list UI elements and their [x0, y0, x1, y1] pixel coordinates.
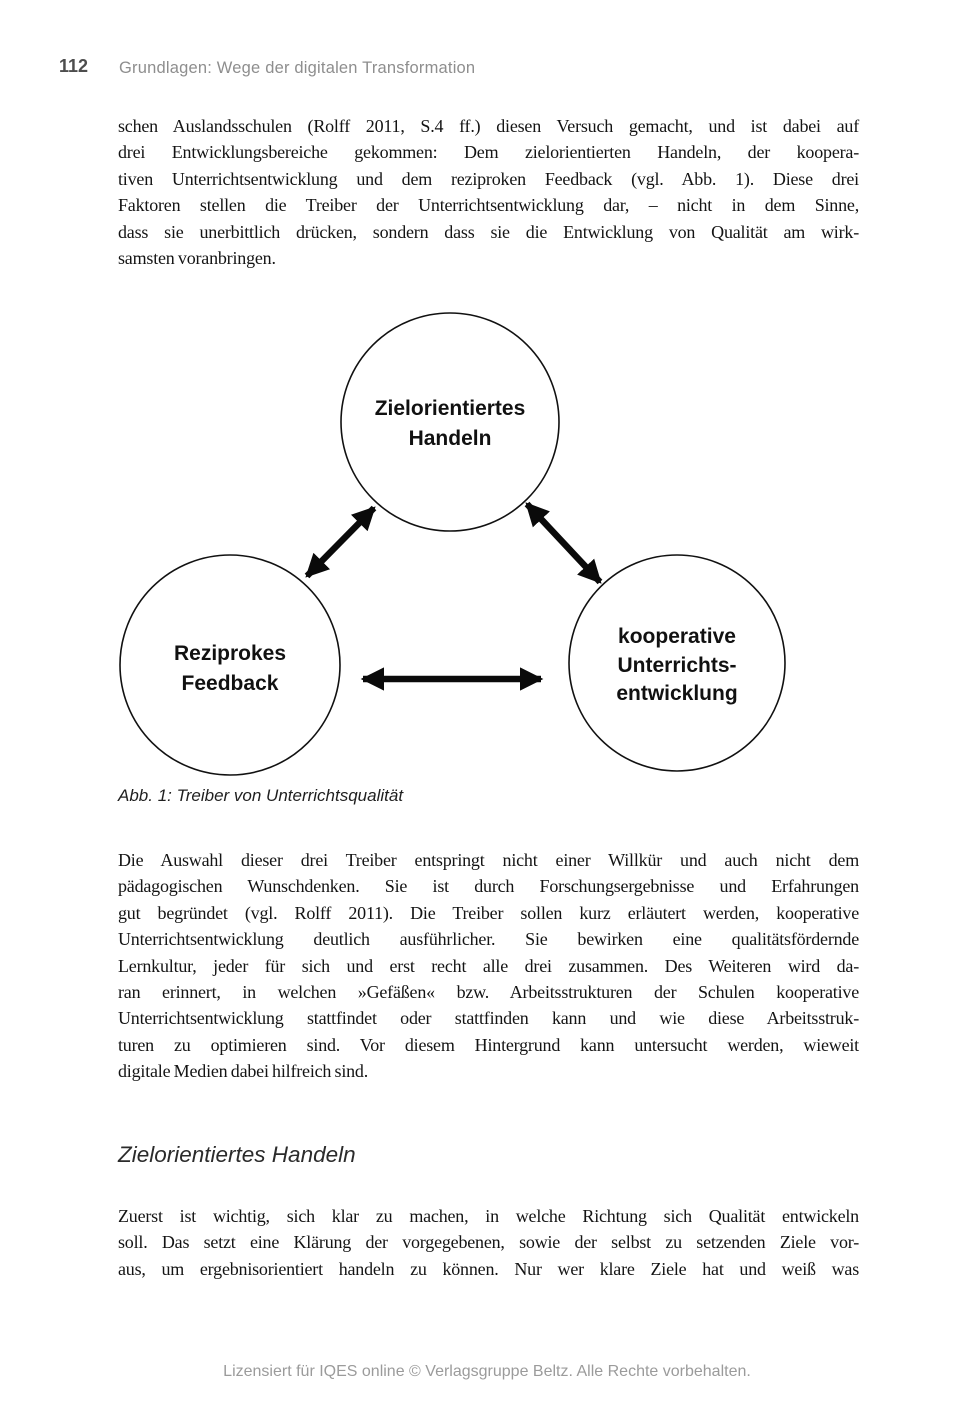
text-line: pädagogischen Wunschdenken. Sie ist durch Forschungsergebnisse und Erfahrungen	[118, 876, 859, 897]
node-label-right: entwicklung	[616, 682, 738, 705]
page-number: 112	[59, 56, 89, 76]
text-line: Faktoren stellen die Treiber der Unterrichtsentwicklung dar, – nicht in dem Sinne,	[118, 195, 859, 216]
text-line: schen Auslandsschulen (Rolff 2011, S.4 ff.) diesen Versuch gemacht, und ist dabei auf	[118, 116, 859, 136]
text-line: drei Entwicklungsbereiche gekommen: Dem zielorientierten Handeln, der koopera-	[118, 142, 859, 163]
text-line: dass sie unerbittlich drücken, sondern dass sie die Entwicklung von Qualität am wirk-	[118, 221, 859, 242]
figure-caption: Abb. 1: Treiber von Unterrichtsqualität	[118, 786, 404, 805]
text-line: soll. Das setzt eine Klärung der vorgegebenen, sowie der selbst zu setzenden Ziele vor-	[118, 1232, 859, 1253]
text-line: Die Auswahl dieser drei Treiber entspringt nicht einer Willkür und auch nicht dem	[118, 850, 859, 870]
figure-diagram	[0, 300, 974, 795]
node-label-left: Feedback	[181, 672, 279, 695]
running-title: Grundlagen: Wege der digitalen Transformation	[119, 59, 476, 77]
text-line: Unterrichtsentwicklung stattfindet oder stattfinden kann und wie diese Arbeitsstruk-	[118, 1008, 859, 1029]
node-label-top: Handeln	[408, 427, 492, 450]
text-line: samsten voranbringen.	[118, 248, 276, 269]
node-label-right: kooperative	[618, 625, 736, 648]
text-line: turen zu optimieren sind. Vor diesem Hintergrund kann untersucht werden, wieweit	[118, 1034, 859, 1055]
text-line: Unterrichtsentwicklung deutlich ausführlicher. Sie bewirken eine qualitätsfördernde	[118, 929, 859, 950]
node-label-right: Unterrichts-	[617, 654, 737, 677]
paragraph-intro	[118, 113, 859, 271]
text-line: Zuerst ist wichtig, sich klar zu machen, in welche Richtung sich Qualität entwickeln	[118, 1206, 859, 1226]
text-line: Lernkultur, jeder für sich und erst recht alle drei zusammen. Des Weiteren wird da-	[118, 955, 859, 976]
license-footer: Lizensiert für IQES online © Verlagsgruppe Beltz. Alle Rechte vorbehalten.	[223, 1363, 751, 1380]
paragraph-zielorientiert	[118, 1203, 859, 1282]
node-circle-reziprokes-feedback	[120, 555, 340, 775]
text-line: tiven Unterrichtsentwicklung und dem reziproken Feedback (vgl. Abb. 1). Diese drei	[118, 168, 859, 189]
text-line: digitale Medien dabei hilfreich sind.	[118, 1061, 369, 1082]
node-label-left: Reziprokes	[173, 642, 287, 665]
section-heading: Zielorientiertes Handeln	[118, 1142, 356, 1167]
text-line: gut begründet (vgl. Rolff 2011). Die Treiber sollen kurz erläutert werden, kooperative	[118, 902, 859, 923]
arrow-left-diagonal	[307, 508, 374, 576]
paragraph-treiber	[118, 847, 859, 1085]
text-line: aus, um ergebnisorientiert handeln zu können. Nur wer klare Ziele hat und weiß was	[118, 1258, 859, 1279]
node-circle-zielorientiertes-handeln	[341, 313, 559, 531]
text-line: ran erinnert, in welchen »Gefäßen« bzw. Arbeitsstrukturen der Schulen kooperative	[118, 982, 859, 1003]
node-label-top: Zielorientiertes	[374, 397, 526, 420]
arrow-right-diagonal	[527, 504, 600, 582]
